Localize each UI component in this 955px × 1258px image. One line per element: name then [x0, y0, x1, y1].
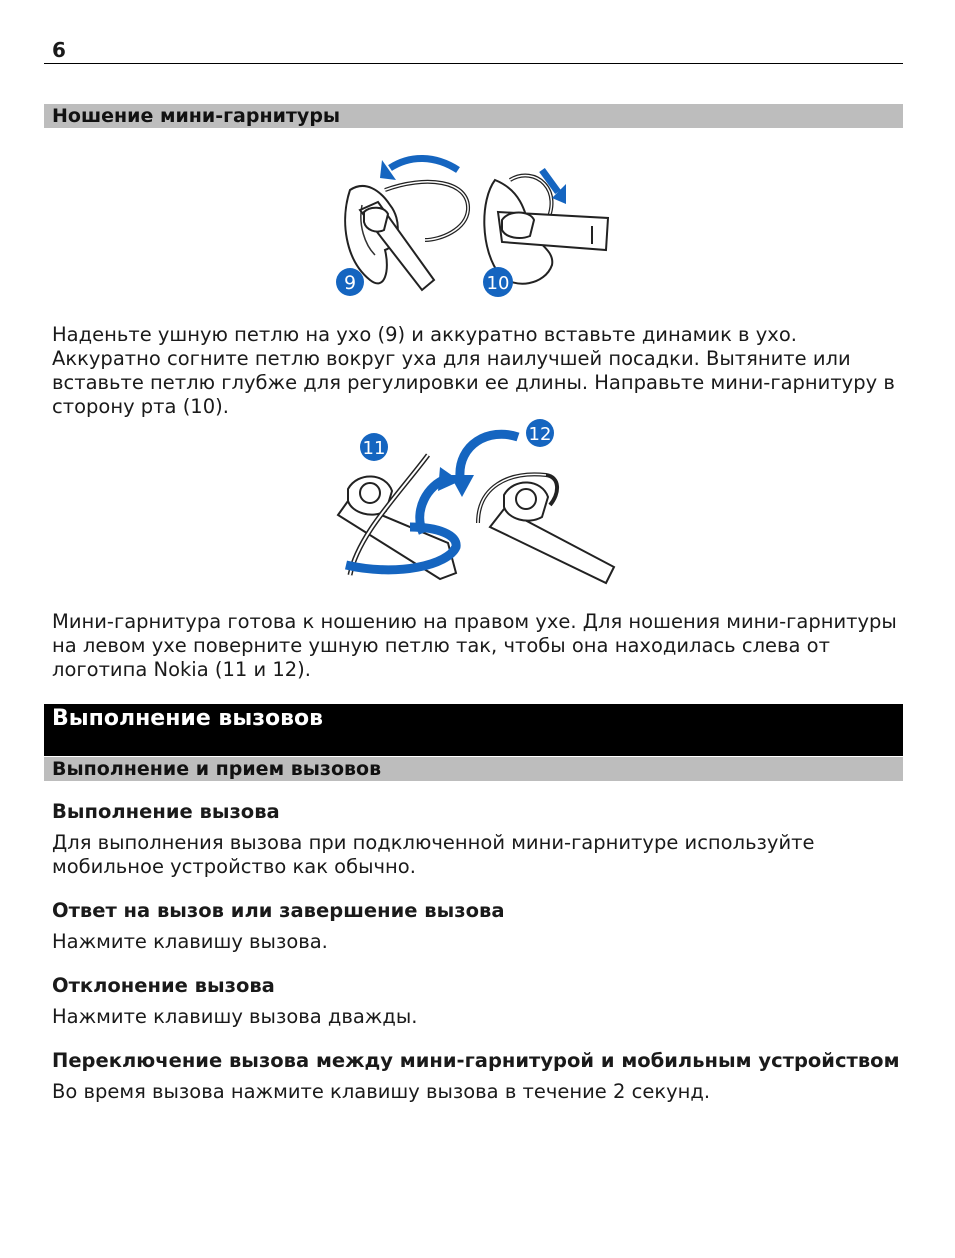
callout-12: 12 — [528, 424, 552, 445]
topic-text-make-call-1: Для выполнения вызова при подключенной мини-гарнитуре используйте — [52, 831, 815, 854]
topic-heading-reject: Отклонение вызова — [52, 974, 275, 997]
chapter-title-calls: Выполнение вызовов — [52, 706, 324, 731]
callout-11: 11 — [362, 438, 386, 459]
figure-rotate-loop — [328, 415, 628, 590]
figure-wearing-headset — [330, 150, 630, 300]
section-title-wearing: Ношение мини-гарнитуры — [52, 105, 341, 127]
chapter-bar-calls — [44, 704, 903, 756]
page-number: 6 — [52, 38, 66, 62]
topic-heading-switch: Переключение вызова между мини-гарнитурой и мобильным устройством — [52, 1049, 900, 1072]
callout-10: 10 — [486, 273, 510, 294]
topic-text-answer-end: Нажмите клавишу вызова. — [52, 930, 328, 953]
paragraph-left-ear: Мини-гарнитура готова к ношению на правом ухе. Для ношения мини-гарнитуры на левом ухе поверните ушную петлю так, чтобы она находилась слева от логотипа Nokia (11 и 12). — [52, 610, 897, 681]
topic-text-switch: Во время вызова нажмите клавишу вызова в течение 2 секунд. — [52, 1080, 711, 1103]
section-bar-calls — [44, 757, 903, 781]
header-rule — [44, 63, 903, 64]
topic-heading-make-call: Выполнение вызова — [52, 800, 280, 823]
topic-text-reject: Нажмите клавишу вызова дважды. — [52, 1005, 418, 1028]
paragraph-wearing: Наденьте ушную петлю на ухо (9) и аккуратно вставьте динамик в ухо. Аккуратно согните петлю вокруг уха для наилучшей посадки. Вытяните или вставьте петлю глубже для регулировки ее длины. Направьте мини-гарнитуру в сторону рта (10). — [52, 323, 895, 418]
section-bar-wearing — [44, 104, 903, 128]
callout-9: 9 — [343, 272, 357, 294]
topic-heading-answer-end: Ответ на вызов или завершение вызова — [52, 899, 505, 922]
topic-text-make-call-2: мобильное устройство как обычно. — [52, 855, 416, 878]
section-title-make-receive: Выполнение и прием вызовов — [52, 758, 382, 780]
